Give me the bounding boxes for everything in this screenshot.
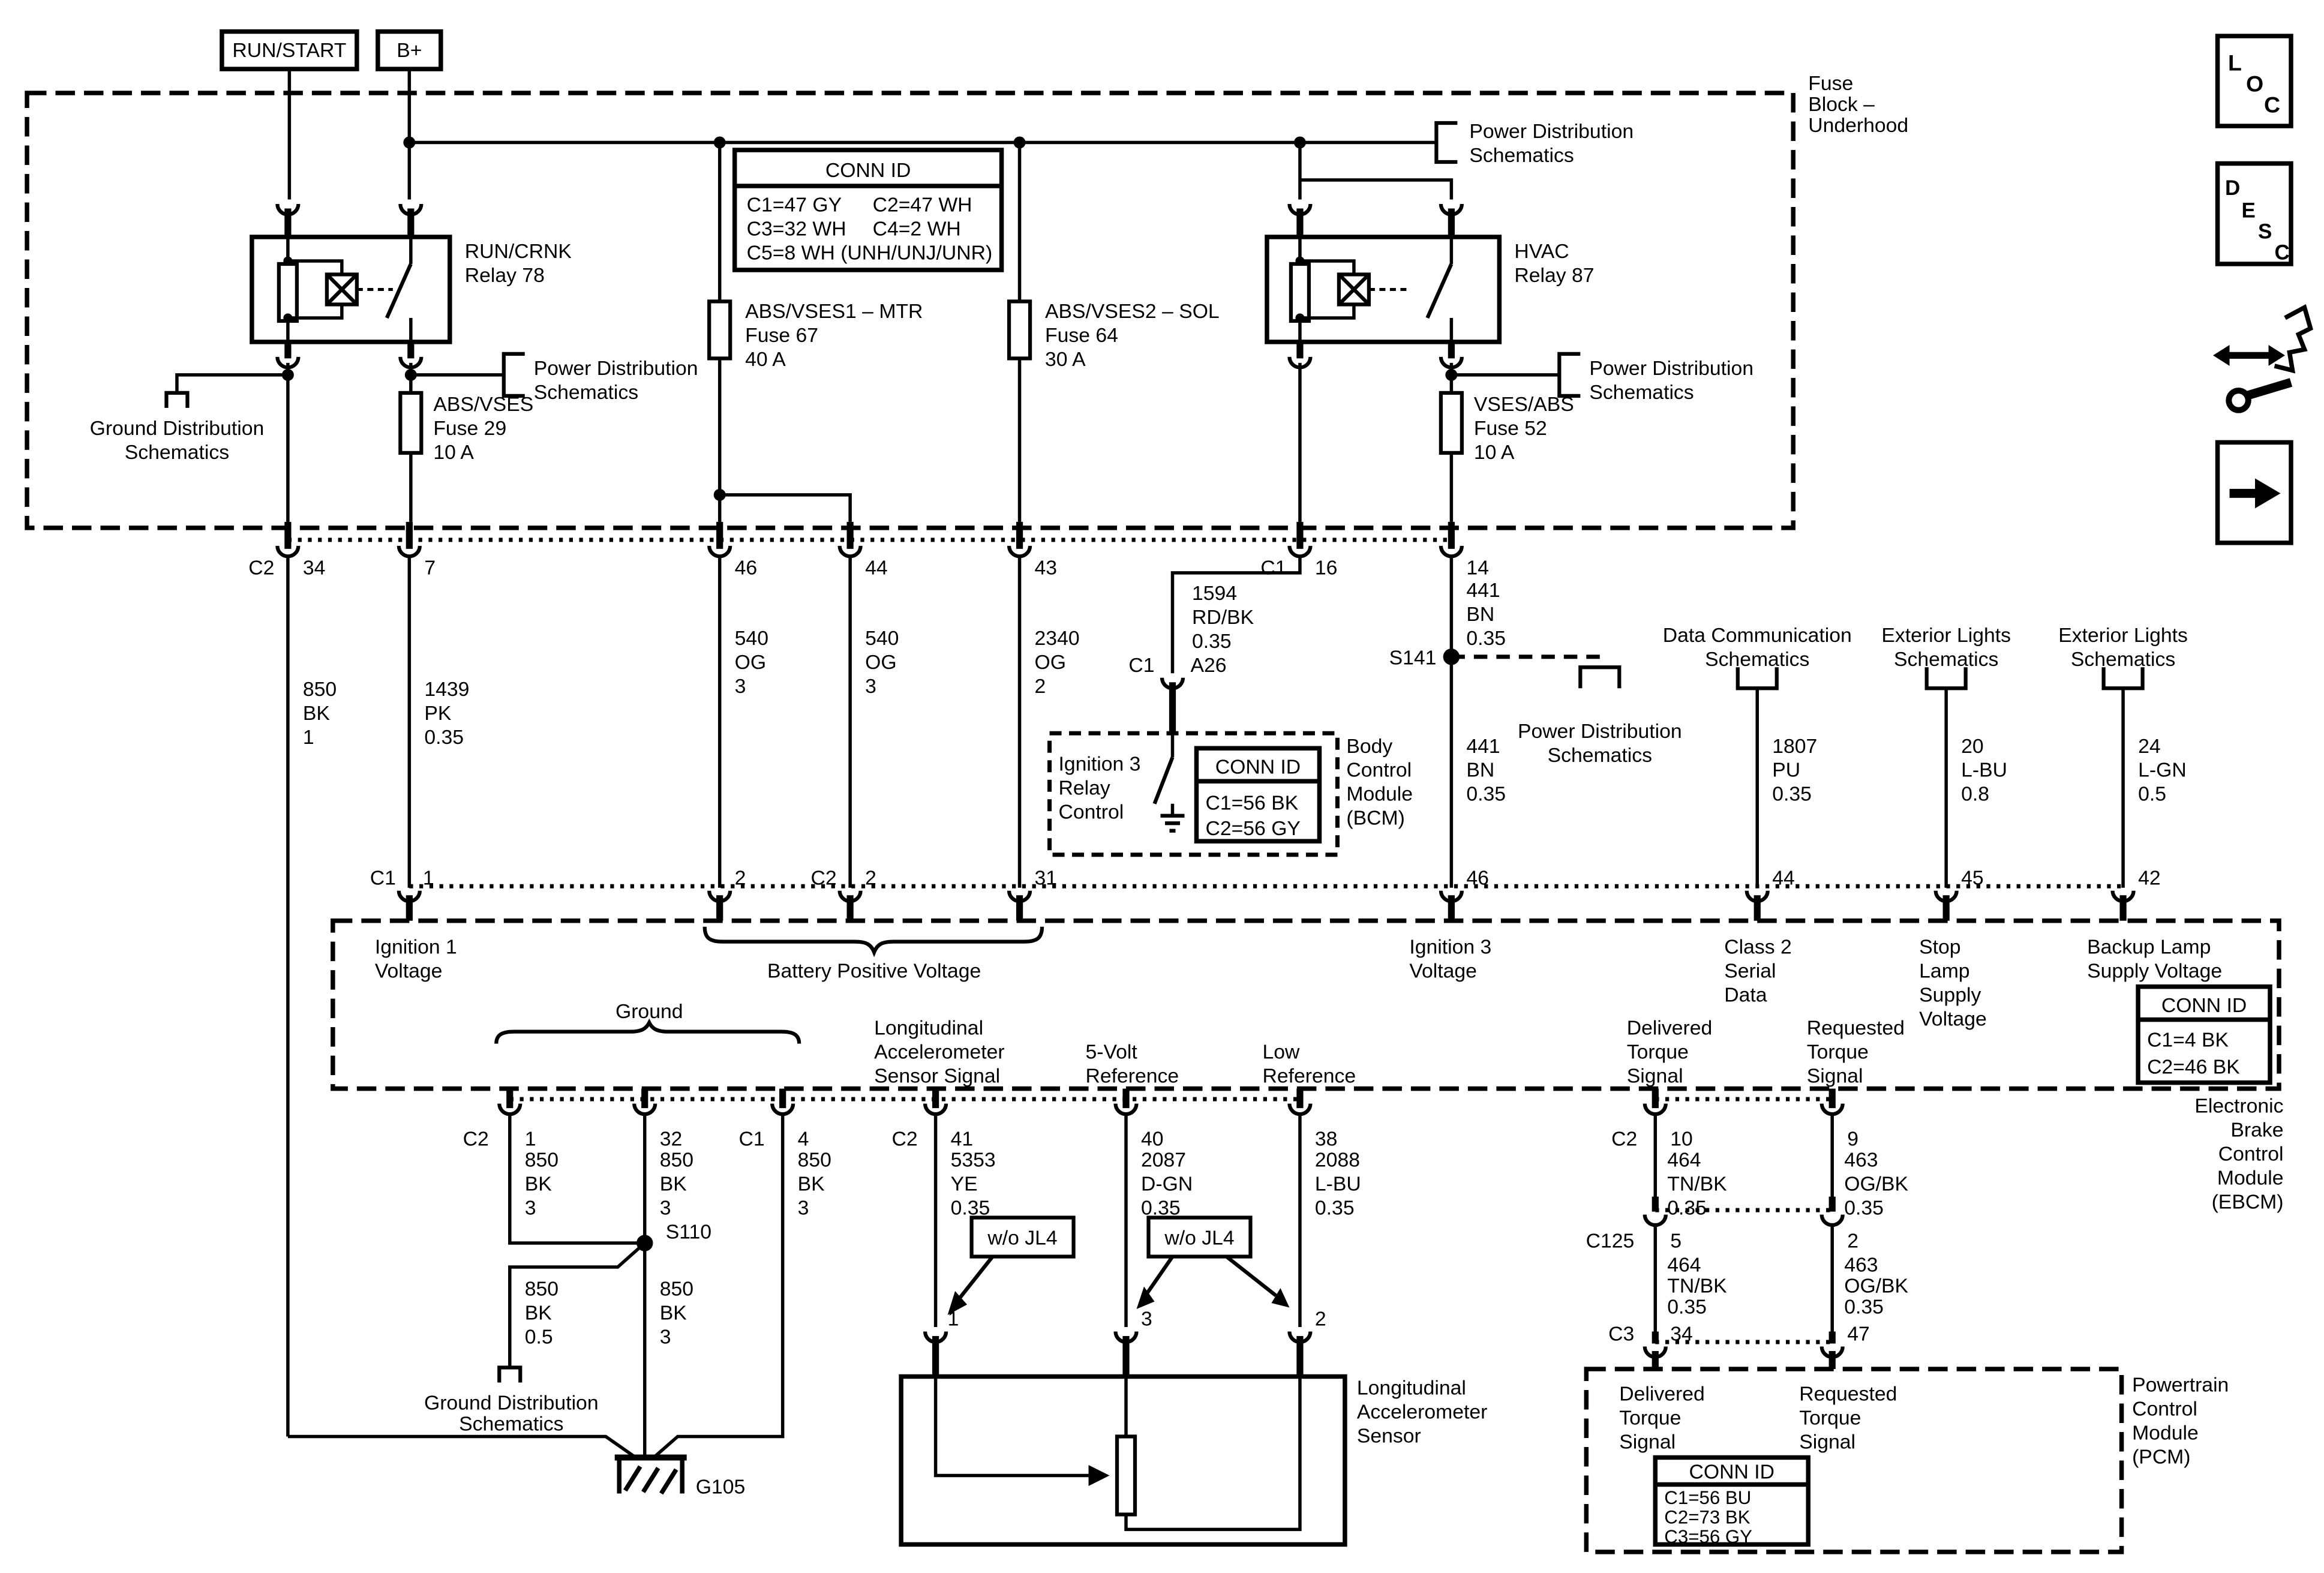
svg-text:S141: S141 [1389, 646, 1437, 670]
svg-text:Relay: Relay [1058, 776, 1110, 800]
svg-text:BN: BN [1466, 602, 1495, 626]
svg-text:Sensor Signal: Sensor Signal [874, 1064, 1001, 1088]
svg-text:0.35: 0.35 [1314, 1196, 1355, 1220]
fuse-block-conn-id [735, 150, 1002, 270]
svg-text:7: 7 [424, 556, 436, 580]
svg-text:Control: Control [2218, 1142, 2284, 1166]
svg-text:Module: Module [2217, 1166, 2284, 1190]
svg-text:Supply Voltage: Supply Voltage [2087, 959, 2223, 983]
svg-text:Accelerometer: Accelerometer [874, 1040, 1005, 1064]
svg-text:40: 40 [1141, 1127, 1164, 1151]
svg-text:OG: OG [1034, 650, 1067, 674]
b-plus-source [378, 32, 441, 69]
svg-text:Body: Body [1346, 734, 1393, 758]
pcm-module [1586, 1369, 2229, 1552]
svg-text:TN/BK: TN/BK [1667, 1274, 1727, 1298]
svg-text:1: 1 [947, 1307, 959, 1331]
svg-text:C4=2 WH: C4=2 WH [872, 217, 961, 241]
svg-text:L-GN: L-GN [2138, 758, 2187, 782]
svg-text:38: 38 [1314, 1127, 1338, 1151]
svg-text:B+: B+ [397, 39, 422, 62]
svg-text:TN/BK: TN/BK [1667, 1172, 1727, 1196]
gds-bottom-bracket [499, 1368, 520, 1383]
pds-right-bracket [1559, 354, 1580, 396]
svg-text:0.35: 0.35 [950, 1196, 990, 1220]
ground-net [288, 1114, 831, 1498]
svg-text:Power Distribution: Power Distribution [1517, 719, 1682, 743]
svg-text:2: 2 [1847, 1229, 1858, 1253]
svg-text:ABS/VSES2 – SOL: ABS/VSES2 – SOL [1045, 299, 1220, 323]
svg-text:(EBCM): (EBCM) [2211, 1190, 2284, 1214]
svg-text:RD/BK: RD/BK [1191, 605, 1254, 629]
svg-text:0.8: 0.8 [1961, 782, 1990, 806]
svg-text:Fuse 67: Fuse 67 [745, 323, 819, 347]
svg-text:2340: 2340 [1034, 626, 1080, 650]
svg-text:0.35: 0.35 [1772, 782, 1812, 806]
sensor-potentiometer [1117, 1436, 1135, 1514]
svg-text:10: 10 [1670, 1127, 1693, 1151]
svg-text:Ignition 3: Ignition 3 [1058, 752, 1141, 776]
svg-text:4: 4 [797, 1127, 809, 1151]
svg-text:Schematics: Schematics [1705, 647, 1810, 671]
svg-text:0.35: 0.35 [1466, 782, 1506, 806]
svg-text:2: 2 [1034, 674, 1046, 698]
svg-text:RUN/START: RUN/START [232, 39, 347, 62]
svg-text:34: 34 [1670, 1322, 1693, 1346]
svg-text:C: C [2264, 92, 2281, 118]
svg-text:YE: YE [950, 1172, 978, 1196]
svg-text:C1: C1 [738, 1127, 765, 1151]
pds-s141-bracket [1580, 667, 1619, 688]
svg-text:Signal: Signal [1626, 1064, 1683, 1088]
svg-text:C2=47 WH: C2=47 WH [872, 193, 972, 217]
svg-text:Schematics: Schematics [1469, 144, 1574, 167]
svg-text:CONN ID: CONN ID [1215, 755, 1301, 779]
svg-text:46: 46 [734, 556, 758, 580]
svg-text:0.35: 0.35 [1667, 1295, 1707, 1319]
svg-text:Schematics: Schematics [533, 380, 639, 404]
run-crnk-relay-78 [252, 204, 572, 367]
svg-text:9: 9 [1847, 1127, 1858, 1151]
svg-text:RUN/CRNK: RUN/CRNK [464, 239, 572, 263]
svg-text:Schematics: Schematics [459, 1412, 564, 1436]
svg-text:(BCM): (BCM) [1346, 806, 1405, 830]
svg-text:Control: Control [1058, 800, 1124, 824]
svg-text:1: 1 [422, 866, 434, 890]
svg-text:Schematics: Schematics [1893, 647, 1999, 671]
svg-text:C3=32 WH: C3=32 WH [746, 217, 846, 241]
svg-text:Ground: Ground [615, 1000, 683, 1023]
svg-text:2: 2 [865, 866, 876, 890]
svg-text:O: O [2246, 71, 2264, 97]
svg-text:1: 1 [302, 725, 314, 749]
exterior-lights-drop-2 [2058, 624, 2188, 888]
svg-text:Fuse 52: Fuse 52 [1473, 416, 1547, 440]
accelerometer-wires [925, 1114, 1361, 1376]
relay78-output-branches [90, 354, 698, 522]
svg-text:Relay 87: Relay 87 [1514, 263, 1595, 287]
svg-text:41: 41 [950, 1127, 974, 1151]
accelerometer-sensor [901, 1376, 1487, 1544]
svg-text:5: 5 [1670, 1229, 1682, 1253]
svg-text:HVAC: HVAC [1514, 239, 1569, 263]
svg-text:32: 32 [659, 1127, 683, 1151]
svg-text:Reference: Reference [1085, 1064, 1179, 1088]
svg-text:34: 34 [302, 556, 326, 580]
svg-text:C2: C2 [810, 866, 837, 890]
svg-text:0.5: 0.5 [2138, 782, 2166, 806]
svg-text:Low: Low [1262, 1040, 1300, 1064]
svg-text:Torque: Torque [1626, 1040, 1689, 1064]
svg-text:Signal: Signal [1806, 1064, 1863, 1088]
svg-text:Schematics: Schematics [2070, 647, 2176, 671]
svg-text:Powertrain: Powertrain [2132, 1373, 2229, 1397]
svg-text:Data Communication: Data Communication [1662, 623, 1852, 647]
svg-text:Module: Module [1346, 782, 1413, 806]
bcm-module [1050, 733, 1413, 854]
fuse-block-bottom-pins [248, 522, 1489, 579]
fuse-64 [1009, 143, 1220, 522]
svg-text:850: 850 [302, 677, 337, 701]
svg-text:2088: 2088 [1314, 1148, 1360, 1172]
svg-text:Ignition 1: Ignition 1 [374, 935, 457, 959]
svg-text:E: E [2241, 199, 2256, 223]
svg-text:0.35: 0.35 [1667, 1196, 1707, 1220]
relay87-output-branches [1300, 354, 1753, 522]
svg-text:Serial: Serial [1724, 959, 1776, 983]
svg-text:C1=56 BK: C1=56 BK [1205, 791, 1299, 815]
svg-text:Exterior Lights: Exterior Lights [2058, 623, 2188, 647]
svg-text:S110: S110 [665, 1220, 711, 1244]
svg-text:20: 20 [1961, 734, 1984, 758]
ignition3-relay-control-wire [1128, 556, 1300, 733]
svg-text:3: 3 [1141, 1307, 1152, 1331]
svg-text:16: 16 [1314, 556, 1338, 580]
svg-text:441: 441 [1466, 578, 1500, 602]
svg-text:Voltage: Voltage [1919, 1007, 1987, 1031]
svg-text:Supply: Supply [1919, 983, 1981, 1007]
svg-text:1: 1 [524, 1127, 536, 1151]
svg-text:Signal: Signal [1799, 1430, 1856, 1454]
svg-text:Battery Positive Voltage: Battery Positive Voltage [767, 959, 981, 983]
svg-text:C2=56 GY: C2=56 GY [1205, 817, 1301, 840]
svg-text:Signal: Signal [1619, 1430, 1676, 1454]
svg-text:Delivered: Delivered [1626, 1016, 1713, 1040]
svg-text:G105: G105 [695, 1475, 746, 1499]
svg-text:Electronic: Electronic [2194, 1094, 2284, 1118]
run-start-source [222, 32, 357, 69]
svg-text:OG: OG [734, 650, 767, 674]
exterior-lights-drop-1 [1881, 624, 2011, 888]
svg-text:VSES/ABS: VSES/ABS [1473, 392, 1574, 416]
sensor-box [901, 1376, 1345, 1544]
svg-text:BK: BK [524, 1172, 552, 1196]
svg-text:C1: C1 [1128, 653, 1155, 677]
next-page-button[interactable] [2218, 442, 2291, 542]
svg-text:0.35: 0.35 [1466, 626, 1506, 650]
repair-info-button[interactable] [2213, 307, 2310, 410]
relay87-switch [1427, 264, 1451, 318]
svg-text:Data: Data [1724, 983, 1767, 1007]
loc-icon: L [2228, 50, 2242, 76]
svg-text:CONN ID: CONN ID [1689, 1460, 1774, 1484]
svg-text:PK: PK [424, 701, 452, 725]
svg-text:Fuse 29: Fuse 29 [433, 416, 507, 440]
svg-text:5353: 5353 [950, 1148, 996, 1172]
relay78-coil [279, 264, 297, 321]
svg-text:Requested: Requested [1799, 1382, 1897, 1406]
svg-text:L-BU: L-BU [1314, 1172, 1361, 1196]
panel-outline-icon [2275, 307, 2311, 370]
svg-text:31: 31 [1034, 866, 1058, 890]
svg-text:Schematics: Schematics [1589, 380, 1694, 404]
svg-text:w/o JL4: w/o JL4 [1164, 1226, 1235, 1250]
svg-text:BN: BN [1466, 758, 1495, 782]
svg-text:40 A: 40 A [745, 347, 786, 371]
svg-text:OG: OG [865, 650, 897, 674]
svg-text:45: 45 [1961, 866, 1984, 890]
svg-text:10 A: 10 A [433, 440, 474, 464]
svg-text:44: 44 [865, 556, 888, 580]
svg-text:Lamp: Lamp [1919, 959, 1970, 983]
svg-text:5-Volt: 5-Volt [1085, 1040, 1137, 1064]
svg-text:3: 3 [865, 674, 876, 698]
battery-brace [705, 927, 1042, 952]
svg-text:Underhood: Underhood [1808, 114, 1909, 137]
data-comm-drop [1663, 624, 1852, 888]
svg-text:463: 463 [1844, 1148, 1878, 1172]
svg-text:C1=56 BU: C1=56 BU [1664, 1487, 1752, 1508]
ebcm-module [333, 921, 2284, 1214]
svg-text:2087: 2087 [1141, 1148, 1187, 1172]
svg-text:(PCM): (PCM) [2132, 1445, 2191, 1469]
svg-text:Block –: Block – [1808, 93, 1875, 116]
svg-text:0.35: 0.35 [1844, 1295, 1884, 1319]
svg-text:Brake: Brake [2230, 1118, 2284, 1142]
svg-text:C5=8 WH (UNH/UNJ/UNR): C5=8 WH (UNH/UNJ/UNR) [746, 241, 993, 265]
svg-text:14: 14 [1466, 556, 1489, 580]
svg-text:Voltage: Voltage [374, 959, 443, 983]
bcm-ground-icon [1161, 816, 1185, 831]
relay87-coil [1291, 264, 1309, 321]
svg-text:C1=47 GY: C1=47 GY [746, 193, 842, 217]
svg-text:w/o JL4: w/o JL4 [987, 1226, 1058, 1250]
svg-text:850: 850 [797, 1148, 831, 1172]
svg-text:Power Distribution: Power Distribution [533, 356, 698, 380]
svg-text:PU: PU [1772, 758, 1801, 782]
svg-text:0.35: 0.35 [1191, 629, 1232, 653]
svg-text:463: 463 [1844, 1253, 1878, 1277]
svg-text:850: 850 [524, 1277, 559, 1301]
svg-text:1807: 1807 [1772, 734, 1818, 758]
fuse-52 [1441, 393, 1462, 453]
ebcm-top-pins [370, 867, 2161, 921]
svg-text:BK: BK [302, 701, 330, 725]
svg-text:43: 43 [1034, 556, 1058, 580]
svg-text:3: 3 [797, 1196, 809, 1220]
desc-icon: D [2225, 176, 2241, 200]
svg-text:C2: C2 [248, 556, 275, 580]
svg-text:Ground Distribution: Ground Distribution [89, 416, 265, 440]
svg-text:850: 850 [659, 1148, 694, 1172]
svg-text:46: 46 [1466, 866, 1489, 890]
svg-text:OG/BK: OG/BK [1844, 1172, 1909, 1196]
fuse-29 [400, 393, 421, 453]
loc-button[interactable] [2218, 36, 2291, 126]
svg-text:Ground Distribution: Ground Distribution [424, 1391, 599, 1415]
svg-text:A26: A26 [1190, 653, 1227, 677]
svg-text:464: 464 [1667, 1253, 1701, 1277]
svg-text:Schematics: Schematics [124, 440, 230, 464]
hvac-relay-87 [1267, 143, 1595, 368]
svg-text:0.5: 0.5 [524, 1325, 553, 1349]
svg-text:850: 850 [659, 1277, 694, 1301]
svg-text:24: 24 [2138, 734, 2161, 758]
svg-text:Power Distribution: Power Distribution [1589, 356, 1754, 380]
svg-text:Sensor: Sensor [1356, 1424, 1421, 1448]
svg-text:Control: Control [2132, 1397, 2197, 1421]
svg-text:1439: 1439 [424, 677, 470, 701]
svg-text:Ignition 3: Ignition 3 [1409, 935, 1492, 959]
svg-text:OG/BK: OG/BK [1844, 1274, 1909, 1298]
svg-text:Power Distribution: Power Distribution [1469, 120, 1634, 143]
svg-text:3: 3 [524, 1196, 536, 1220]
svg-text:Longitudinal: Longitudinal [874, 1016, 984, 1040]
svg-text:0.35: 0.35 [424, 725, 464, 749]
svg-text:2: 2 [1314, 1307, 1326, 1331]
svg-text:BK: BK [659, 1172, 687, 1196]
ground-brace [496, 1023, 799, 1044]
svg-text:441: 441 [1466, 734, 1500, 758]
svg-text:Control: Control [1346, 758, 1412, 782]
svg-text:Relay 78: Relay 78 [464, 263, 545, 287]
svg-text:540: 540 [865, 626, 899, 650]
svg-text:C3: C3 [1608, 1322, 1635, 1346]
fuse-block-name: Fuse [1808, 72, 1854, 95]
svg-text:10 A: 10 A [1473, 440, 1515, 464]
svg-text:C2: C2 [891, 1127, 918, 1151]
svg-text:Stop: Stop [1919, 935, 1961, 959]
svg-text:Reference: Reference [1262, 1064, 1356, 1088]
svg-text:Exterior Lights: Exterior Lights [1881, 623, 2011, 647]
svg-text:Schematics: Schematics [1547, 743, 1652, 767]
svg-text:2: 2 [734, 866, 746, 890]
svg-text:C2: C2 [463, 1127, 489, 1151]
svg-text:CONN ID: CONN ID [2161, 994, 2247, 1017]
svg-text:C2=46 BK: C2=46 BK [2147, 1055, 2240, 1079]
svg-text:464: 464 [1667, 1148, 1701, 1172]
svg-text:Backup Lamp: Backup Lamp [2087, 935, 2211, 959]
svg-text:BK: BK [659, 1301, 687, 1325]
s141-splice-net [1389, 556, 1682, 887]
svg-text:S: S [2258, 220, 2272, 244]
desc-button[interactable] [2218, 164, 2291, 265]
svg-text:3: 3 [734, 674, 746, 698]
svg-text:30 A: 30 A [1045, 347, 1086, 371]
svg-text:Module: Module [2132, 1421, 2199, 1445]
svg-text:D-GN: D-GN [1141, 1172, 1193, 1196]
svg-text:C2=73 BK: C2=73 BK [1664, 1506, 1750, 1528]
svg-text:44: 44 [1772, 866, 1795, 890]
ebcm-bottom-pins [463, 1089, 1858, 1151]
svg-text:Requested: Requested [1806, 1016, 1905, 1040]
svg-text:BK: BK [797, 1172, 825, 1196]
svg-text:47: 47 [1847, 1322, 1870, 1346]
svg-text:3: 3 [659, 1325, 671, 1349]
svg-text:CONN ID: CONN ID [825, 159, 911, 182]
gds-left-bracket [166, 393, 187, 408]
svg-text:Delivered: Delivered [1619, 1382, 1705, 1406]
svg-text:C1: C1 [370, 866, 396, 890]
svg-text:C3=56 GY: C3=56 GY [1664, 1526, 1753, 1547]
pds-left-bracket [504, 354, 525, 396]
svg-text:ABS/VSES: ABS/VSES [433, 392, 534, 416]
svg-text:Torque: Torque [1806, 1040, 1869, 1064]
svg-text:C: C [2274, 241, 2290, 265]
svg-text:ABS/VSES1 – MTR: ABS/VSES1 – MTR [745, 299, 923, 323]
svg-text:0.35: 0.35 [1141, 1196, 1181, 1220]
svg-text:540: 540 [734, 626, 768, 650]
svg-text:Longitudinal: Longitudinal [1356, 1376, 1466, 1400]
svg-text:Accelerometer: Accelerometer [1356, 1400, 1488, 1424]
bcm-switch [1155, 757, 1173, 803]
svg-text:850: 850 [524, 1148, 559, 1172]
svg-text:Torque: Torque [1799, 1406, 1861, 1430]
svg-text:Class 2: Class 2 [1724, 935, 1792, 959]
svg-text:C2: C2 [1611, 1127, 1638, 1151]
svg-text:BK: BK [524, 1301, 552, 1325]
svg-text:C1: C1 [1260, 556, 1287, 580]
svg-text:C1=4 BK: C1=4 BK [2147, 1028, 2229, 1052]
svg-text:Torque: Torque [1619, 1406, 1682, 1430]
pds-top-bracket [1436, 123, 1457, 162]
svg-text:3: 3 [659, 1196, 671, 1220]
svg-text:42: 42 [2138, 866, 2161, 890]
svg-text:Fuse 64: Fuse 64 [1045, 323, 1118, 347]
svg-text:0.35: 0.35 [1844, 1196, 1884, 1220]
svg-text:Voltage: Voltage [1409, 959, 1477, 983]
svg-text:C125: C125 [1586, 1229, 1635, 1253]
svg-text:1594: 1594 [1191, 581, 1238, 605]
svg-text:L-BU: L-BU [1961, 758, 2008, 782]
torque-signal-wires [1586, 1114, 1909, 1369]
